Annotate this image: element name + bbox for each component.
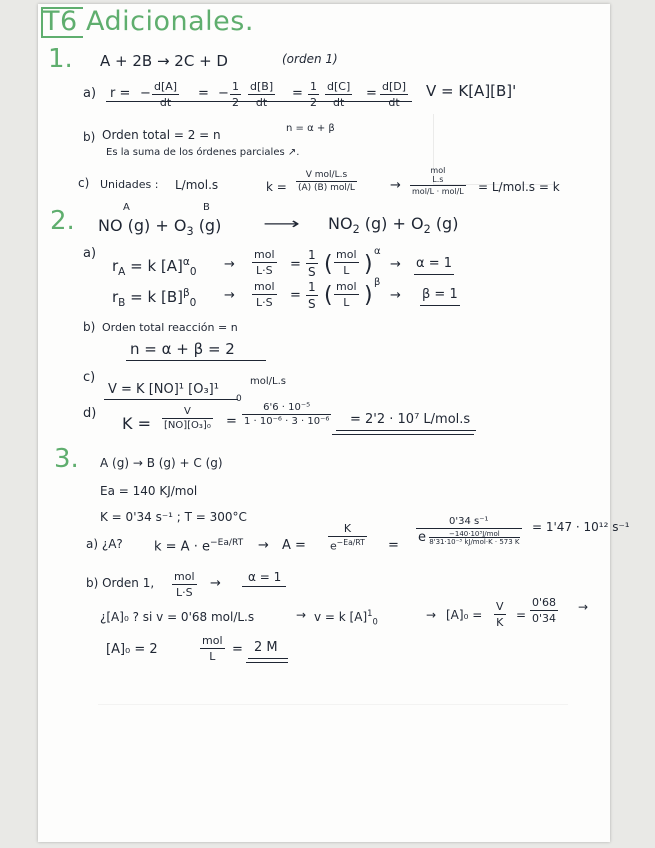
p1-b-note: Es la suma de los órdenes parciales ↗. [106, 147, 300, 158]
p2-ra-frac-2-num: 1 [308, 248, 316, 262]
p2-d-result: = 2'2 · 10⁷ L/mol.s [350, 412, 471, 427]
p1-a-minus-1: − [140, 86, 151, 101]
p3-reaction: A (g) → B (g) + C (g) [100, 456, 223, 470]
p1-a-label: a) [83, 86, 97, 101]
p3-r-eq2: = [232, 642, 243, 657]
p2-rb-frac-2-den: S [306, 295, 318, 311]
p2-b-text: Orden total reacción = n [102, 321, 238, 334]
p2-state-g: (g) [198, 216, 222, 235]
p3-r-frac-den: L [200, 648, 225, 663]
p2-ra-result: α = 1 [416, 256, 452, 271]
p2-rb-exp: β [182, 287, 190, 299]
p1-c-frac-1-den: (A) (B) mol/L [298, 183, 355, 193]
p3-b-result: α = 1 [248, 570, 282, 584]
p2-rb-paren-open: ( [324, 283, 333, 308]
p3-r-frac-num: mol [202, 634, 223, 647]
p3-q-frac-2-den: 0'34 [532, 612, 557, 625]
p1-a-frac-1-den: dt [152, 94, 179, 109]
p3-q-frac-2 [530, 596, 558, 625]
p2-ra-frac-3-den: L [334, 262, 359, 277]
p1-b-total-order: Orden total = 2 = n [102, 128, 221, 142]
p1-c-frac-1-num: V mol/L.s [305, 170, 348, 180]
p3-q-zero: 0 [372, 616, 378, 627]
bleed-through-bottom [98, 704, 568, 815]
p1-a-frac-5 [325, 80, 352, 109]
problem-3-number: 3. [54, 444, 79, 474]
p2-ra-result-underline [414, 274, 454, 275]
p1-c-unit: L/mol.s [175, 178, 219, 192]
p1-c-label: c) [78, 176, 90, 190]
p2-d-frac-1 [162, 406, 213, 431]
p2-d-underline-2 [332, 434, 474, 435]
p3-b-label: b) Orden 1, [86, 576, 155, 590]
p3-a-frac-2-e: e [418, 530, 426, 545]
p2-rb-paren-close: ) [364, 283, 373, 308]
p1-a-frac-5-num: d[C] [327, 80, 351, 93]
p3-a-label: a) ¿A? [86, 537, 123, 551]
p1-b-label: b) [83, 130, 96, 144]
p1-a-eq-3: = [366, 86, 377, 101]
p2-o3-sub: 3 [186, 225, 194, 239]
p1-a-rate: r = [110, 86, 131, 101]
p2-c-equation: V = K [NO]¹ [O₃]¹ [108, 382, 219, 397]
p2-label-B: B [203, 202, 210, 213]
p2-ra-frac-1-den: L·S [252, 262, 277, 277]
p2-d-k: K = [122, 414, 151, 433]
p2-rb-result: β = 1 [422, 287, 458, 302]
p2-ra-frac-1 [252, 248, 277, 277]
p2-o2-sub: 2 [423, 223, 431, 237]
p1-c-k: k = [266, 180, 287, 194]
p1-c-result: = L/mol.s = k [478, 180, 560, 194]
p1-c-frac-1 [296, 170, 357, 193]
p1-a-minus-2: − [218, 86, 229, 101]
p3-a-frac-2-exp-num: −140·10³J/mol [449, 530, 500, 538]
p2-c-label: c) [83, 370, 96, 385]
p2-reaction-left [98, 216, 221, 238]
notebook-page [38, 4, 630, 842]
p2-ra-frac-3-num: mol [336, 248, 357, 261]
p2-d-frac-1-num: V [184, 406, 191, 417]
p2-ra-paren-open: ( [324, 252, 333, 277]
p3-r-underline-1 [248, 658, 288, 659]
p2-rb-frac-2-num: 1 [308, 280, 316, 294]
p3-q-arrow: → [296, 608, 307, 622]
p2-no2-sub: 2 [352, 223, 360, 237]
p2-rb-sub: B [118, 297, 126, 309]
p2-ra-sub: A [118, 266, 126, 278]
problem-1-number: 1. [48, 44, 73, 74]
p2-rb-result-underline [420, 305, 460, 306]
p1-a-frac-6-den: dt [380, 94, 408, 109]
p1-c-frac-2-den: mol/L · mol/L [412, 187, 464, 196]
p2-d-frac-2-num: 6'6 · 10⁻⁵ [263, 402, 311, 413]
p3-a-eq2: = [388, 538, 399, 553]
p2-c-zero: 0 [236, 394, 242, 404]
p1-c-frac-2 [410, 166, 466, 196]
p3-q-frac-1 [494, 600, 506, 629]
p2-ra-paren-close: ) [364, 252, 373, 277]
p3-r-eq: [A]₀ = 2 [106, 642, 158, 657]
p3-b-arrow: → [210, 576, 221, 591]
p2-b-underline [126, 360, 266, 361]
p2-a-label: a) [83, 246, 97, 261]
p3-a-exp: −Ea/RT [209, 538, 244, 548]
p3-r-underline-2 [246, 662, 288, 663]
p2-reaction-arrow: ⟶ [263, 214, 300, 233]
p2-d-label: d) [83, 406, 97, 421]
p2-ra-r: r [112, 257, 119, 275]
p3-a-eq [154, 538, 243, 554]
p2-ra-arrow2: → [390, 257, 401, 272]
p3-a-k-eq: k = A · e [154, 539, 210, 555]
p2-rb-frac-1-num: mol [254, 280, 275, 293]
p3-a-frac-2-exp [429, 530, 519, 546]
p1-c-frac-2-num-bot: L.s [432, 175, 444, 184]
p3-r-result: 2 M [254, 640, 278, 655]
p2-reaction-right [328, 214, 458, 236]
p2-ra-exp: α [182, 256, 190, 268]
p2-rb-arrow: → [224, 288, 235, 303]
p2-ra-zero: 0 [189, 266, 197, 278]
p1-a-frac-1 [152, 80, 179, 109]
p2-ra-eq2: = [290, 257, 301, 272]
p2-a-ra [112, 256, 197, 278]
p3-a-frac-2-exp-den: 8'31·10⁻³ kJ/mol·K · 573 K [429, 538, 520, 546]
p2-state-g-2: (g) [435, 214, 459, 233]
p1-a-frac-2-num: 1 [232, 80, 239, 93]
p3-q-frac-1-num: V [496, 600, 504, 613]
p3-q-exp: 1 [367, 608, 373, 618]
p3-b-frac-num: mol [174, 570, 195, 583]
p3-a-frac-2-den [416, 528, 522, 546]
p2-ra-frac-2-den: S [306, 263, 318, 279]
p3-q-end: → [578, 600, 589, 614]
p1-c-frac-2-num [410, 166, 466, 185]
p2-rb-arrow2: → [390, 288, 401, 303]
p2-b-label: b) [83, 320, 96, 334]
p2-rb-zero: 0 [189, 297, 197, 309]
p3-ea: Ea = 140 KJ/mol [100, 484, 198, 498]
p2-label-A: A [123, 202, 130, 213]
p2-rb-frac-3-num: mol [336, 280, 357, 293]
p1-a-frac-2 [230, 80, 241, 109]
p1-a-eq-1: = [198, 86, 209, 101]
p2-rb-eq2: = [290, 288, 301, 303]
p1-a-rate-law: V = K[A][B]' [426, 82, 517, 100]
p3-q-eq2: = [516, 608, 527, 622]
p1-c-arrow: → [390, 178, 401, 193]
p3-q-frac-2-num: 0'68 [532, 596, 557, 609]
p2-d-eq: = [226, 414, 237, 429]
p3-a-arrow: → [258, 538, 269, 553]
problem-2-number: 2. [50, 206, 75, 236]
p3-k-temp: K = 0'34 s⁻¹ ; T = 300°C [100, 510, 247, 524]
p2-rb-frac-3 [334, 280, 359, 309]
p3-r-frac [200, 634, 225, 663]
p2-c-underline [104, 399, 238, 400]
p1-a-eq-2: = [292, 86, 303, 101]
p2-ra-eq: = k [A] [130, 257, 183, 275]
p2-ra-frac-2 [306, 248, 318, 279]
p1-a-frac-4-den: 2 [310, 96, 317, 109]
p2-d-frac-1-den: [NO][O₃]₀ [164, 420, 211, 431]
p1-a-frac-6-num: d[D] [382, 80, 407, 93]
p1-a-frac-4 [308, 80, 319, 109]
p3-q-rate: v = k [A] [314, 610, 368, 624]
p2-rb-eq: = k [B] [130, 288, 183, 306]
p1-a-frac-2-den: 2 [232, 96, 239, 109]
page-title-label: T6 [43, 6, 78, 37]
p1-a-frac-6 [380, 80, 408, 109]
p2-product-1: NO [328, 214, 353, 233]
p3-a-frac-1-e: e [330, 539, 337, 553]
p3-b-frac-den: L·S [172, 584, 197, 599]
p2-d-frac-2-den: 1 · 10⁻⁶ · 3 · 10⁻⁶ [244, 416, 330, 427]
p2-d-frac-2 [242, 402, 331, 427]
p2-product-2: (g) + O [364, 214, 424, 233]
p2-b-equation: n = α + β = 2 [130, 340, 235, 358]
p3-a-frac-1 [328, 522, 367, 553]
p3-q-frac-1-den: K [494, 614, 506, 629]
p3-a-result: = 1'47 · 10¹² s⁻¹ [532, 520, 630, 534]
p2-ra-frac-3 [334, 248, 359, 277]
p1-c-units-label: Unidades : [100, 178, 159, 191]
p1-a-frac-3-num: d[B] [250, 80, 274, 93]
p2-rb-frac-1-den: L·S [252, 294, 277, 309]
p3-q-text: ¿[A]₀ ? si v = 0'68 mol/L.s [100, 610, 255, 624]
p3-a-A: A = [282, 538, 306, 553]
p2-c-unit: mol/L.s [250, 376, 286, 387]
p3-a-frac-2-num: 0'34 s⁻¹ [449, 516, 489, 527]
p2-rb-beta: β [374, 277, 381, 288]
p1-a-frac-1-num: d[A] [154, 80, 178, 93]
p1-a-frac-4-num: 1 [310, 80, 317, 93]
p2-d-underline-1 [336, 430, 476, 431]
p2-rb-frac-1 [252, 280, 277, 309]
p3-a-frac-2 [416, 516, 522, 546]
p3-b-frac [172, 570, 197, 599]
p3-b-underline [242, 586, 286, 587]
p3-a-frac-1-exp: −Ea/RT [336, 538, 365, 547]
p3-a-frac-1-den [328, 536, 367, 553]
p2-a-rb [112, 287, 196, 309]
p2-reactant-1: NO (g) + O [98, 216, 187, 235]
p1-a-frac-3-den: dt [248, 94, 275, 109]
p3-q-arrow2: → [426, 608, 437, 622]
p2-ra-alpha: α [374, 246, 381, 257]
p1-order-note: (orden 1) [282, 52, 338, 66]
p3-q-eq [314, 608, 378, 626]
p2-rb-frac-3-den: L [334, 294, 359, 309]
p2-rb-frac-2 [306, 280, 318, 311]
p3-q-A0: [A]₀ = [446, 608, 483, 622]
p2-ra-frac-1-num: mol [254, 248, 275, 261]
p2-ra-arrow: → [224, 257, 235, 272]
p1-a-frac-5-den: dt [325, 94, 352, 109]
p1-b-alpha-beta: n = α + β [286, 123, 335, 134]
p3-a-frac-1-num: K [343, 522, 352, 535]
page-title: Adicionales. [86, 6, 254, 37]
p1-a-frac-3 [248, 80, 275, 109]
p1-reaction: A + 2B → 2C + D [100, 52, 228, 70]
p2-rb-r: r [112, 288, 119, 306]
p1-c-frac-2-num-top: mol [430, 166, 446, 175]
